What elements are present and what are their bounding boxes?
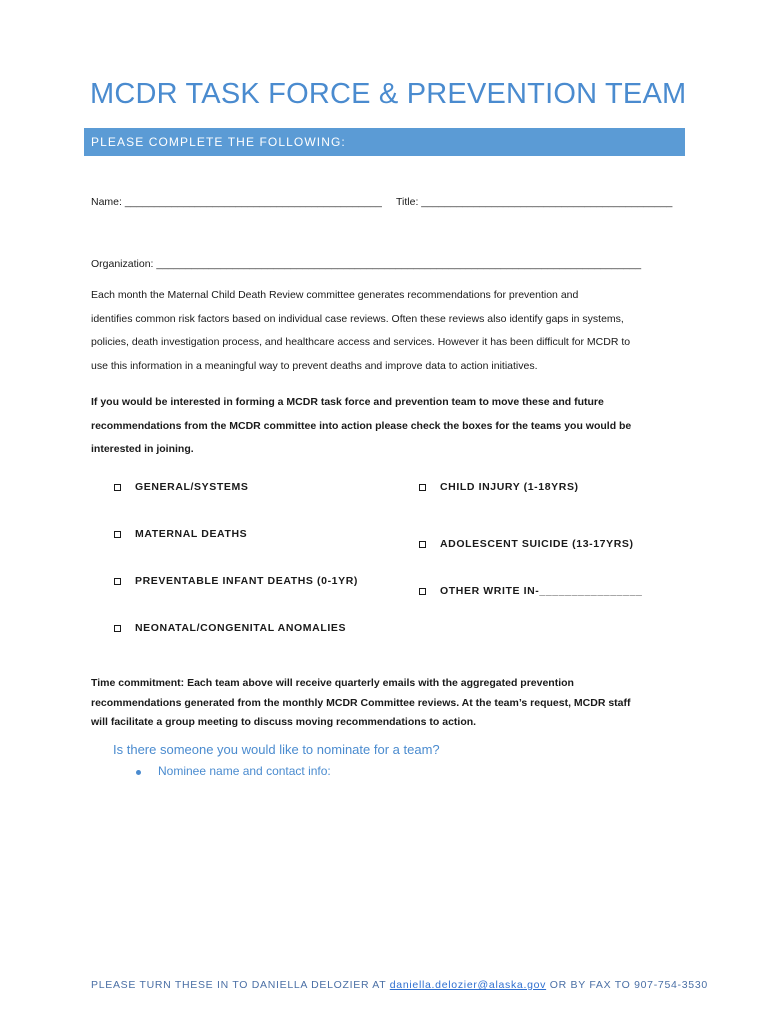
checkbox-label: CHILD INJURY (1-18YRS) bbox=[440, 481, 579, 493]
checkbox-icon[interactable] bbox=[114, 531, 121, 538]
checkbox-child-injury[interactable] bbox=[419, 481, 579, 493]
checkbox-icon[interactable] bbox=[114, 578, 121, 585]
checkbox-other-write-in[interactable] bbox=[419, 585, 642, 597]
name-field[interactable]: Name: ____________________________________________ bbox=[91, 196, 382, 208]
checkbox-label: MATERNAL DEATHS bbox=[135, 528, 248, 540]
nominee-bullet-item[interactable] bbox=[136, 764, 331, 778]
footer-prefix: PLEASE TURN THESE IN TO DANIELLA DELOZIER AT bbox=[91, 979, 390, 991]
checkbox-label: ADOLESCENT SUICIDE (13-17YRS) bbox=[440, 538, 634, 550]
checkbox-general-systems[interactable] bbox=[114, 481, 248, 493]
bullet-icon bbox=[136, 770, 141, 775]
organization-field[interactable]: Organization: ___________________________________________________________________________________ bbox=[91, 258, 642, 270]
checkbox-label: PREVENTABLE INFANT DEATHS (0-1YR) bbox=[135, 575, 359, 587]
time-line: Time commitment: Each team above will receive quarterly emails with the aggregated prevention bbox=[91, 677, 574, 689]
checkbox-icon[interactable] bbox=[114, 625, 121, 632]
interest-line: recommendations from the MCDR committee into action please check the boxes for the teams you would be bbox=[91, 419, 632, 432]
nominate-heading: Is there someone you would like to nominate for a team? bbox=[113, 742, 440, 757]
page-title: MCDR TASK FORCE & PREVENTION TEAM bbox=[90, 78, 687, 110]
checkbox-icon[interactable] bbox=[419, 484, 426, 491]
instructions-banner: PLEASE COMPLETE THE FOLLOWING: bbox=[84, 128, 685, 156]
intro-line: use this information in a meaningful way to prevent deaths and improve data to action initiatives. bbox=[91, 359, 538, 372]
checkbox-label: GENERAL/SYSTEMS bbox=[135, 481, 249, 493]
checkbox-neonatal-congenital[interactable] bbox=[114, 622, 346, 634]
checkbox-icon[interactable] bbox=[419, 588, 426, 595]
intro-line: policies, death investigation process, and healthcare access and services. However it has been difficult for MCDR to bbox=[91, 336, 631, 348]
nominee-label: Nominee name and contact info: bbox=[158, 764, 331, 778]
checkbox-label: OTHER WRITE IN-________________ bbox=[440, 585, 643, 597]
footer-instructions bbox=[91, 979, 708, 991]
checkbox-maternal-deaths[interactable] bbox=[114, 528, 247, 540]
intro-line: Each month the Maternal Child Death Review committee generates recommendations for prevention and bbox=[91, 289, 579, 301]
time-commitment-paragraph bbox=[91, 674, 631, 733]
checkbox-icon[interactable] bbox=[114, 484, 121, 491]
checkbox-icon[interactable] bbox=[419, 541, 426, 548]
intro-paragraph bbox=[91, 284, 691, 378]
checkbox-label: NEONATAL/CONGENITAL ANOMALIES bbox=[135, 622, 347, 634]
interest-line: interested in joining. bbox=[91, 443, 194, 455]
footer-email-link[interactable]: daniella.delozier@alaska.gov bbox=[389, 979, 547, 991]
interest-line: If you would be interested in forming a MCDR task force and prevention team to move these and future bbox=[91, 396, 604, 408]
time-line: recommendations generated from the monthly MCDR Committee reviews. At the team’s request, MCDR staff bbox=[91, 696, 631, 709]
checkbox-preventable-infant-deaths[interactable] bbox=[114, 575, 358, 587]
time-line: will facilitate a group meeting to discuss moving recommendations to action. bbox=[91, 716, 477, 728]
title-field[interactable]: Title: ___________________________________________ bbox=[396, 196, 673, 208]
checkbox-adolescent-suicide[interactable] bbox=[419, 538, 634, 550]
intro-line: identifies common risk factors based on individual case reviews. Often these reviews also identify gaps in systems, bbox=[91, 312, 624, 325]
interest-paragraph bbox=[91, 391, 691, 462]
footer-suffix: OR BY FAX TO 907-754-3530 bbox=[546, 979, 708, 991]
